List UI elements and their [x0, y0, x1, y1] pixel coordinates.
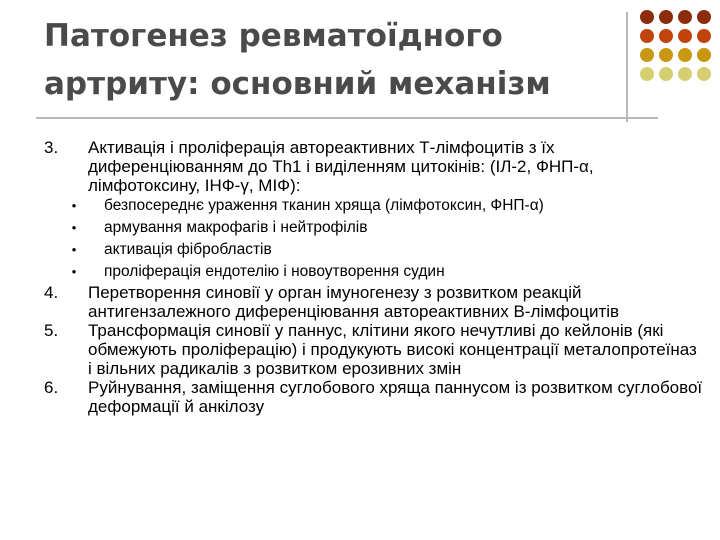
sub-list-item: [44, 261, 704, 283]
decor-dot: [678, 48, 692, 62]
item-text: Перетворення синовії у орган імуногенезу з розвитком реакцій антигензалежного диференціювання автореактивних В-лімфоцитів: [88, 283, 620, 321]
decor-dot: [678, 10, 692, 24]
decor-dot: [659, 10, 673, 24]
decor-dot: [640, 67, 654, 81]
list-item: [44, 378, 704, 416]
decor-dot: [659, 48, 673, 62]
title-line-1: Патогенез ревматоїдного: [44, 18, 503, 54]
list-item: [44, 283, 704, 321]
decor-dot: [678, 67, 692, 81]
sub-item-text: безпосереднє ураження тканин хряща (лімфотоксин, ФНП-α): [104, 197, 544, 214]
item-text: Трансформація синовії у паннус, клітини якого нечутливі до кейлонів (які обмежують проліферацію) і продукують високі концентрації металопротеїназ і вільних радикалів з розвитком ерозивних змін: [88, 321, 697, 378]
list-item: [44, 138, 704, 195]
bullet-icon: •: [71, 242, 77, 257]
decor-dot: [640, 10, 654, 24]
slide-title: [44, 12, 604, 108]
sub-item-text: проліферація ендотелію і новоутворення судин: [104, 263, 445, 280]
decorative-dot-grid: [640, 10, 711, 81]
bullet-icon: •: [71, 220, 77, 235]
decor-dot: [640, 48, 654, 62]
vertical-divider: [626, 12, 628, 122]
sub-item-text: активація фібробластів: [104, 241, 272, 258]
decor-dot: [640, 29, 654, 43]
decor-dot: [678, 29, 692, 43]
sub-list-item: [44, 217, 704, 239]
item-number: 5.: [44, 321, 59, 340]
decor-dot: [697, 29, 711, 43]
item-text: Активація і проліферація автореактивних Т-лімфоцитів з їх диференціюванням до Th1 і виділенням цитокінів: (ІЛ-2, ФНП-α, лімфотоксину, ІНФ-γ, МІФ):: [88, 138, 594, 195]
decor-dot: [697, 48, 711, 62]
decor-dot: [659, 29, 673, 43]
slide-content: [44, 138, 704, 416]
item-number: 4.: [44, 283, 59, 302]
sub-list-item: [44, 239, 704, 261]
item-text: Руйнування, заміщення суглобового хряща паннусом із розвитком суглобової деформації й анкілозу: [88, 378, 703, 416]
item-number: 6.: [44, 378, 59, 397]
bullet-icon: •: [71, 198, 77, 213]
item-number: 3.: [44, 138, 59, 157]
decor-dot: [659, 67, 673, 81]
horizontal-divider: [36, 117, 658, 119]
list-item: [44, 321, 704, 378]
title-line-2: артриту: основний механізм: [44, 66, 551, 102]
decor-dot: [697, 67, 711, 81]
bullet-icon: •: [71, 264, 77, 279]
sub-list-item: [44, 195, 704, 217]
decor-dot: [697, 10, 711, 24]
sub-item-text: армування макрофагів і нейтрофілів: [104, 219, 368, 236]
